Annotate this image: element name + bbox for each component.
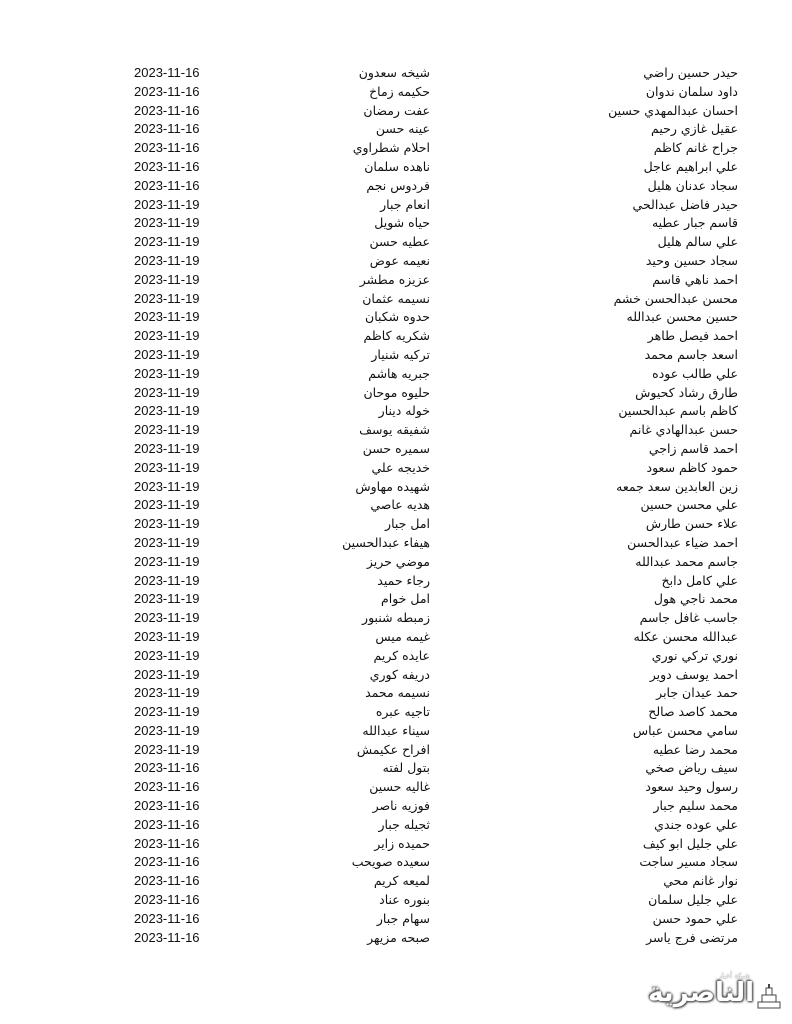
entry-date: 2023-11-19 [134, 365, 200, 381]
entry-date: 2023-11-19 [134, 215, 200, 231]
person-name: محمد رضا عطيه [652, 741, 738, 757]
entry-date: 2023-11-19 [134, 478, 200, 494]
person-name: سجاد مسير ساجت [639, 854, 738, 870]
list-row [0, 233, 792, 252]
list-row [0, 647, 792, 666]
list-row [0, 139, 792, 158]
list-row [0, 835, 792, 854]
person-name: علي عوده جندي [654, 816, 738, 832]
entry-date: 2023-11-19 [134, 403, 200, 419]
mother-name: غاليه حسين [369, 779, 430, 795]
list-row [0, 83, 792, 102]
mother-name: شكريه كاظم [363, 328, 430, 344]
list-row [0, 346, 792, 365]
mother-name: صبحه مزيهر [367, 929, 430, 945]
mother-name: رجاء حميد [377, 572, 430, 588]
person-name: محسن عبدالحسن خشم [613, 290, 738, 306]
watermark-title: الناصرية [648, 978, 754, 1008]
person-name: اسعد جاسم محمد [644, 346, 738, 362]
list-row [0, 666, 792, 685]
person-name: علي طالب عوده [652, 365, 738, 381]
list-row [0, 252, 792, 271]
person-name: علي جليل ابو كيف [642, 835, 738, 851]
entry-date: 2023-11-16 [134, 892, 200, 908]
entry-date: 2023-11-19 [134, 234, 200, 250]
list-row [0, 703, 792, 722]
person-name: عبدالله محسن عكله [633, 628, 738, 644]
person-name: حمد عيدان جابر [656, 685, 738, 701]
entry-date: 2023-11-19 [134, 685, 200, 701]
mother-name: حميده زاير [374, 835, 430, 851]
list-row [0, 816, 792, 835]
person-name: حسين محسن عبدالله [626, 309, 738, 325]
entry-date: 2023-11-19 [134, 497, 200, 513]
entry-date: 2023-11-19 [134, 196, 200, 212]
mother-name: خديجه علي [371, 459, 430, 475]
entry-date: 2023-11-19 [134, 309, 200, 325]
entry-date: 2023-11-19 [134, 422, 200, 438]
list-row [0, 478, 792, 497]
mother-name: سعيده صويحب [351, 854, 430, 870]
list-row [0, 196, 792, 215]
person-name: حيدر فاضل عبدالحي [632, 196, 738, 212]
entry-date: 2023-11-19 [134, 384, 200, 400]
entry-date: 2023-11-19 [134, 610, 200, 626]
person-name: زين العابدين سعد جمعه [616, 478, 738, 494]
list-row [0, 553, 792, 572]
entry-date: 2023-11-19 [134, 346, 200, 362]
entry-date: 2023-11-19 [134, 271, 200, 287]
entry-date: 2023-11-16 [134, 873, 200, 889]
person-name: قاسم جبار عطيه [651, 215, 738, 231]
mother-name: عفت رمضان [363, 102, 430, 118]
mother-name: نسيمه عثمان [362, 290, 430, 306]
entry-date: 2023-11-16 [134, 65, 200, 80]
list-row [0, 534, 792, 553]
list-row [0, 722, 792, 741]
entry-date: 2023-11-16 [134, 83, 200, 99]
person-name: احمد فيصل طاهر [647, 328, 738, 344]
watermark-subtitle: شبكة أخبار [718, 972, 750, 980]
person-name: جراح غانم كاظم [653, 140, 738, 156]
list-row [0, 891, 792, 910]
entry-date: 2023-11-19 [134, 628, 200, 644]
list-row [0, 177, 792, 196]
entry-date: 2023-11-19 [134, 290, 200, 306]
mother-name: ناهده سلمان [364, 158, 430, 174]
mother-name: غيمه ميس [375, 628, 430, 644]
list-row [0, 778, 792, 797]
list-row [0, 684, 792, 703]
list-row [0, 120, 792, 139]
list-row [0, 102, 792, 121]
entry-date: 2023-11-19 [134, 252, 200, 268]
entry-date: 2023-11-16 [134, 140, 200, 156]
list-row [0, 872, 792, 891]
person-name: حمود كاظم سعود [646, 459, 738, 475]
list-row [0, 609, 792, 628]
mother-name: هيفاء عبدالحسين [342, 534, 430, 550]
mother-name: شهيده مهاوش [355, 478, 430, 494]
entry-date: 2023-11-19 [134, 459, 200, 475]
list-row [0, 741, 792, 760]
entry-date: 2023-11-16 [134, 798, 200, 814]
entry-date: 2023-11-16 [134, 816, 200, 832]
name-list [0, 64, 792, 947]
entry-date: 2023-11-16 [134, 779, 200, 795]
mother-name: سهام جبار [376, 910, 430, 926]
mother-name: امل خوام [380, 591, 430, 607]
person-name: علي سالم هليل [657, 234, 738, 250]
entry-date: 2023-11-16 [134, 910, 200, 926]
entry-date: 2023-11-19 [134, 591, 200, 607]
entry-date: 2023-11-19 [134, 553, 200, 569]
entry-date: 2023-11-19 [134, 534, 200, 550]
mother-name: عزيزه مطشر [359, 271, 430, 287]
list-row [0, 308, 792, 327]
mother-name: خوله دينار [378, 403, 430, 419]
person-name: احمد قاسم زاجي [648, 440, 738, 456]
list-row [0, 515, 792, 534]
list-row [0, 929, 792, 948]
mother-name: انعام جبار [380, 196, 430, 212]
mother-name: سميره حسن [362, 440, 430, 456]
entry-date: 2023-11-19 [134, 328, 200, 344]
mother-name: حكيمه زماخ [369, 83, 430, 99]
person-name: سجاد عدنان هليل [647, 177, 738, 193]
mother-name: حياه شويل [374, 215, 430, 231]
list-row [0, 759, 792, 778]
list-row [0, 365, 792, 384]
ziggurat-emblem-icon [756, 982, 782, 1010]
mother-name: عايده كريم [373, 647, 430, 663]
person-name: نوار غانم محي [663, 873, 738, 889]
mother-name: فوزيه ناصر [372, 798, 430, 814]
list-row [0, 628, 792, 647]
list-row [0, 271, 792, 290]
entry-date: 2023-11-16 [134, 854, 200, 870]
person-name: سجاد حسين وحيد [645, 252, 738, 268]
list-row [0, 440, 792, 459]
mother-name: شفيقه يوسف [359, 422, 430, 438]
person-name: حيدر حسين راضي [643, 65, 738, 80]
person-name: علي ابراهيم عاجل [643, 158, 738, 174]
mother-name: احلام شطراوي [352, 140, 430, 156]
list-row [0, 214, 792, 233]
entry-date: 2023-11-19 [134, 647, 200, 663]
entry-date: 2023-11-19 [134, 666, 200, 682]
entry-date: 2023-11-16 [134, 121, 200, 137]
list-row [0, 402, 792, 421]
entry-date: 2023-11-19 [134, 722, 200, 738]
entry-date: 2023-11-19 [134, 572, 200, 588]
person-name: علي كامل دابخ [661, 572, 738, 588]
entry-date: 2023-11-19 [134, 440, 200, 456]
list-row [0, 853, 792, 872]
mother-name: نعيمه عوض [369, 252, 430, 268]
person-name: علاء حسن طارش [645, 516, 738, 532]
mother-name: جبريه هاشم [368, 365, 430, 381]
entry-date: 2023-11-16 [134, 102, 200, 118]
mother-name: دريفه كوري [369, 666, 430, 682]
list-row [0, 910, 792, 929]
person-name: كاظم باسم عبدالحسين [618, 403, 738, 419]
person-name: محمد ناجي هول [653, 591, 738, 607]
list-row [0, 421, 792, 440]
person-name: محمد سليم جبار [653, 798, 738, 814]
entry-date: 2023-11-16 [134, 929, 200, 945]
mother-name: امل جبار [385, 516, 430, 532]
person-name: احمد ضياء عبدالحسن [627, 534, 738, 550]
entry-date: 2023-11-19 [134, 516, 200, 532]
mother-name: عينه حسن [375, 121, 430, 137]
list-row [0, 384, 792, 403]
entry-date: 2023-11-19 [134, 741, 200, 757]
person-name: نوري تركي نوري [651, 647, 738, 663]
mother-name: بتول لفته [382, 760, 430, 776]
mother-name: عطيه حسن [369, 234, 430, 250]
person-name: محمد كاصد صالح [648, 704, 738, 720]
watermark-logo [648, 972, 786, 1020]
person-name: احمد ناهي قاسم [652, 271, 738, 287]
mother-name: موضي حريز [366, 553, 430, 569]
person-name: احمد يوسف دوير [649, 666, 738, 682]
person-name: مرتضى فرج ياسر [646, 929, 738, 945]
mother-name: سيناء عبدالله [362, 722, 430, 738]
person-name: عقيل غازي رحيم [651, 121, 738, 137]
mother-name: بنوره عناد [379, 892, 430, 908]
entry-date: 2023-11-19 [134, 704, 200, 720]
person-name: جاسب غافل جاسم [639, 610, 738, 626]
list-row [0, 158, 792, 177]
mother-name: لميعه كريم [373, 873, 430, 889]
list-row [0, 797, 792, 816]
list-row [0, 327, 792, 346]
mother-name: تاجيه عبره [375, 704, 430, 720]
person-name: جاسم محمد عبدالله [635, 553, 738, 569]
person-name: علي محسن حسين [640, 497, 738, 513]
mother-name: فردوس نجم [366, 177, 430, 193]
mother-name: افراح عكيمش [356, 741, 430, 757]
mother-name: تركيه شنيار [371, 346, 430, 362]
list-row [0, 590, 792, 609]
entry-date: 2023-11-16 [134, 760, 200, 776]
mother-name: زمبطه شنبور [362, 610, 430, 626]
person-name: حسن عبدالهادي غانم [629, 422, 738, 438]
list-row [0, 64, 792, 83]
person-name: سامي محسن عباس [632, 722, 738, 738]
list-row [0, 572, 792, 591]
person-name: داود سلمان ندوان [645, 83, 738, 99]
entry-date: 2023-11-16 [134, 177, 200, 193]
list-row [0, 459, 792, 478]
mother-name: شيخه سعدون [358, 65, 430, 80]
person-name: علي جليل سلمان [648, 892, 738, 908]
entry-date: 2023-11-16 [134, 158, 200, 174]
mother-name: حدوه شكبان [365, 309, 430, 325]
mother-name: نسيمه محمد [365, 685, 430, 701]
mother-name: هديه عاصي [370, 497, 430, 513]
person-name: احسان عبدالمهدي حسين [608, 102, 738, 118]
list-row [0, 290, 792, 309]
person-name: سيف رياض صخي [645, 760, 738, 776]
mother-name: ثجيله جبار [378, 816, 430, 832]
person-name: رسول وحيد سعود [645, 779, 738, 795]
person-name: علي حمود حسن [652, 910, 738, 926]
list-row [0, 496, 792, 515]
mother-name: حليوه موحان [363, 384, 430, 400]
person-name: طارق رشاد كحيوش [635, 384, 738, 400]
entry-date: 2023-11-16 [134, 835, 200, 851]
